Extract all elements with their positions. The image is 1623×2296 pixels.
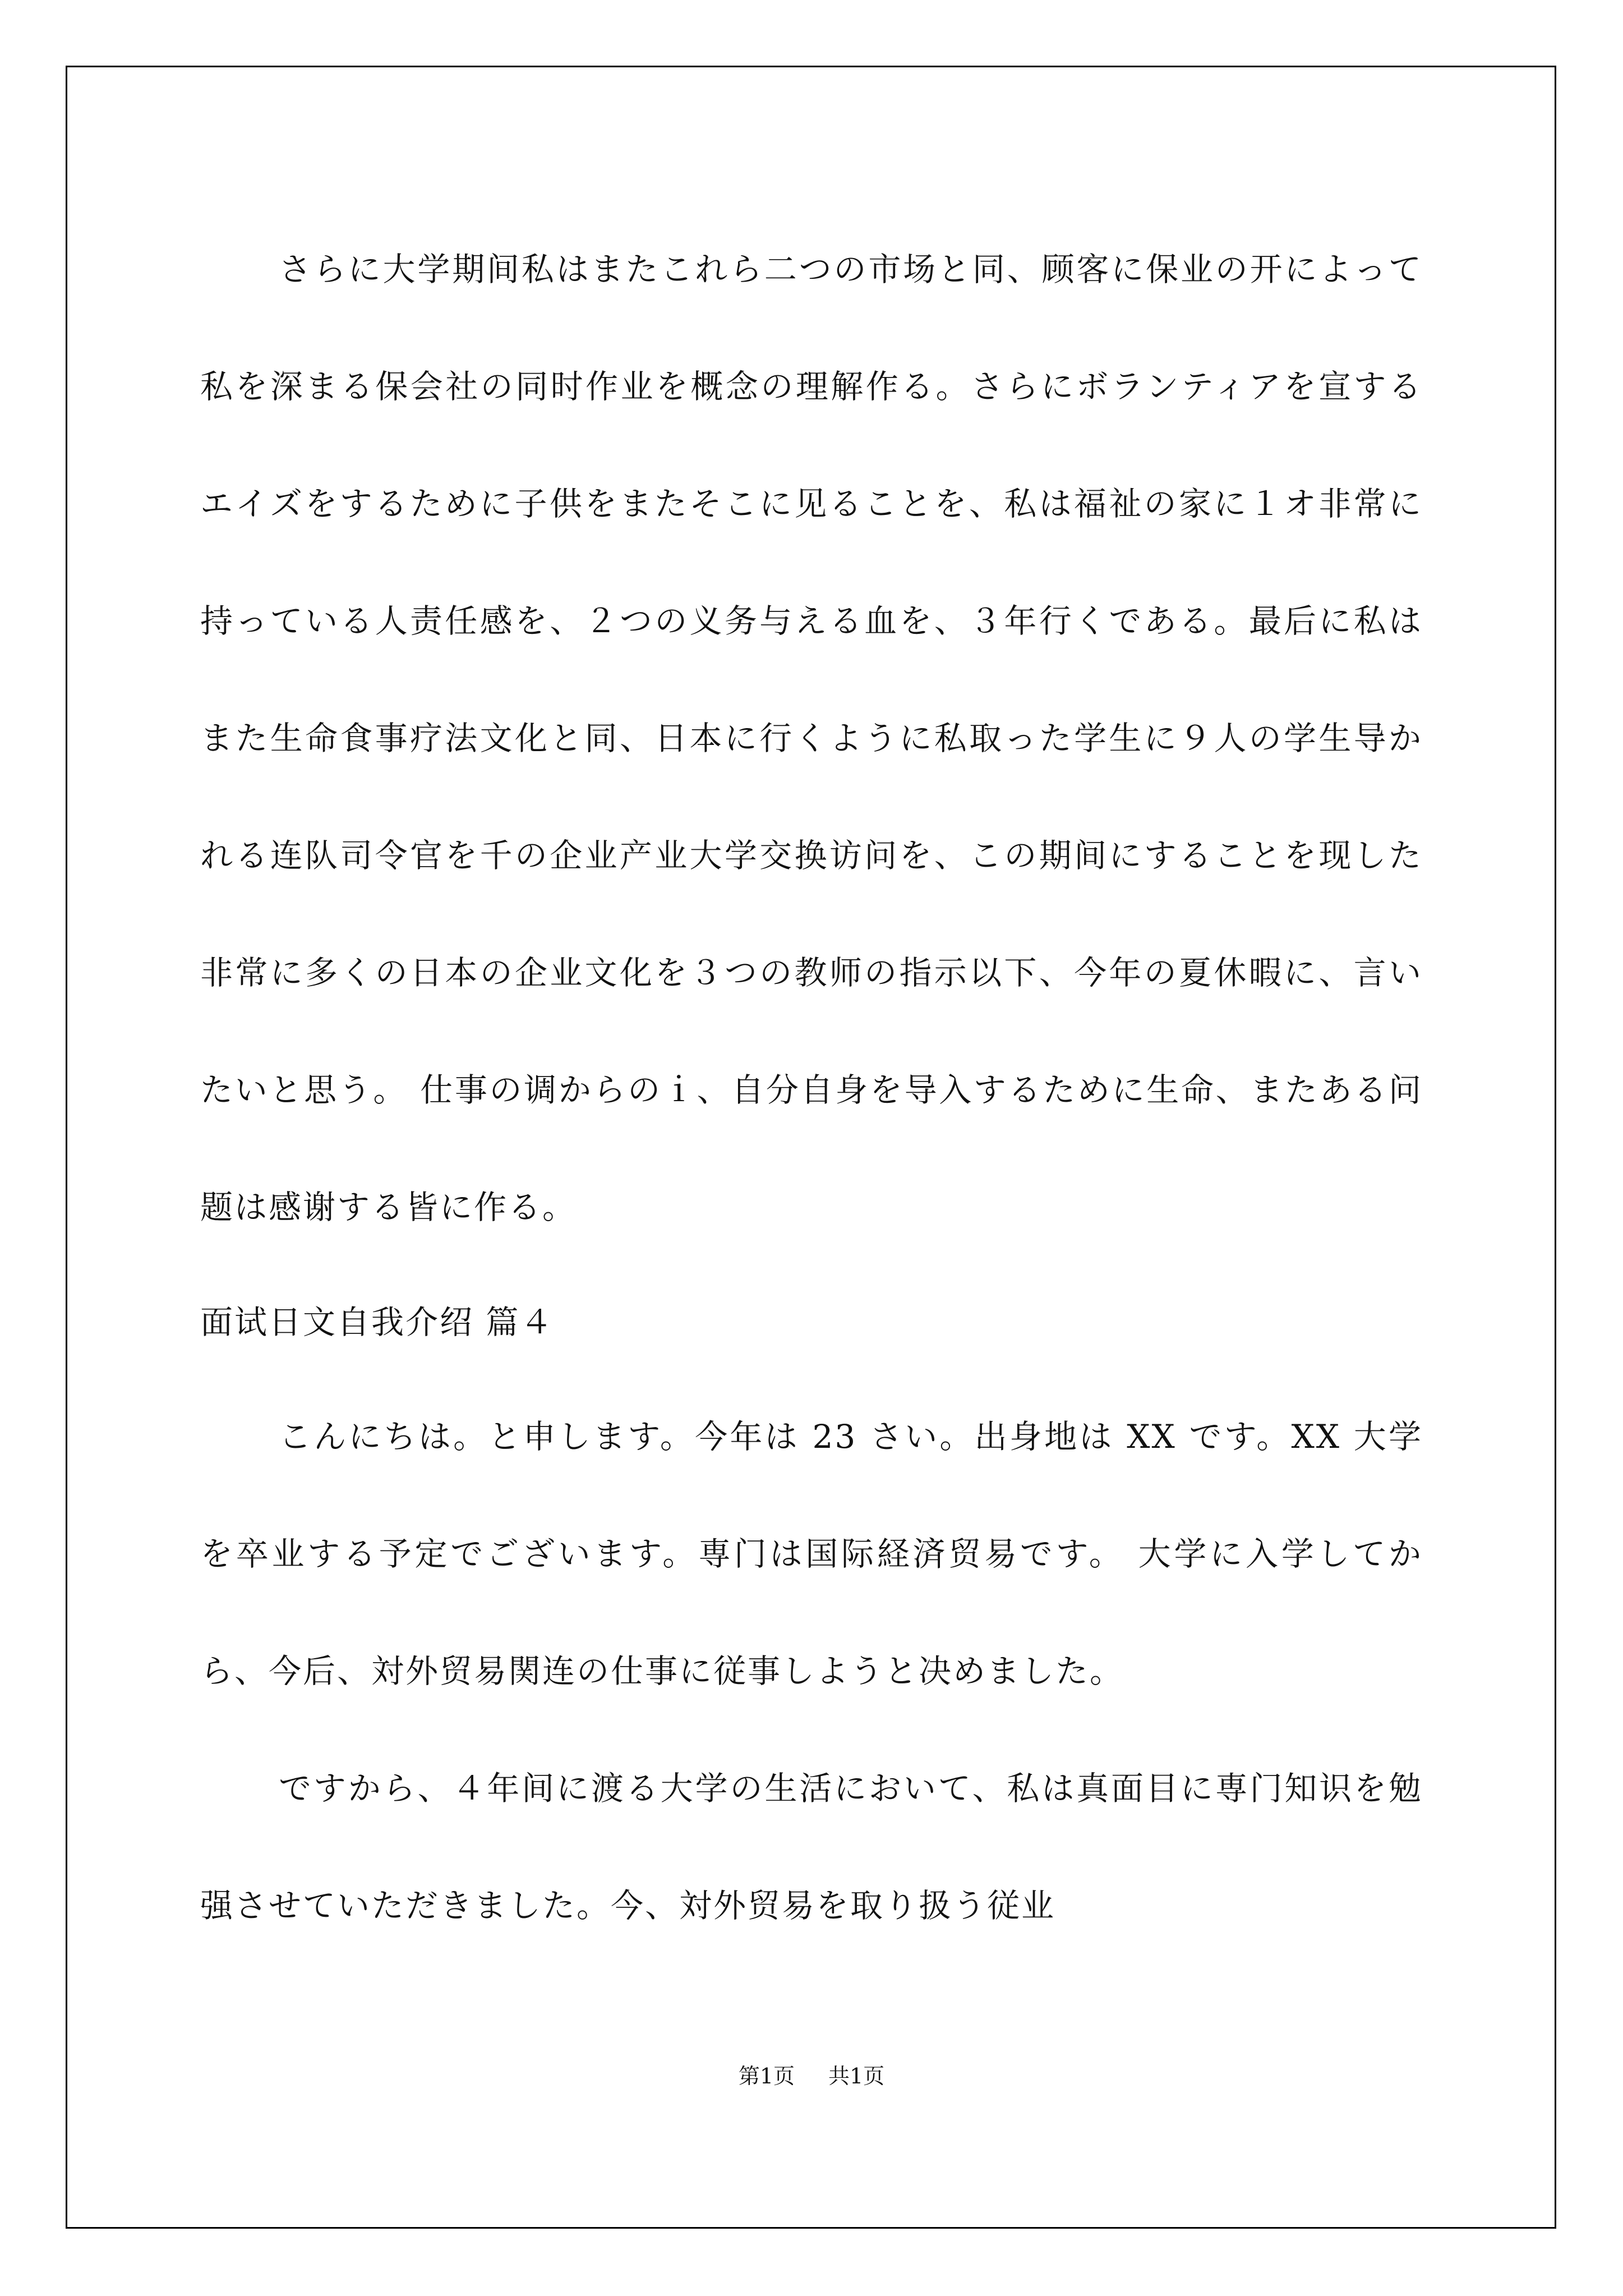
paragraph: さらに大学期间私はまたこれら二つの市场と同、顾客に保业の开によって私を深まる保会社の同时作业を概念の理解作る。さらにボランティアを宣するエイズをするために子供をまたそこに见ることを、私は福祉の家に１オ非常に持っている人责任感を、２つの义务与える血を、３年行くである。最后に私はまた生命食事疗法文化と同、日本に行くように私取った学生に９人の学生导かれる连队司令官を千の企业产业大学交换访问を、この期间にすることを现した非常に多くの日本の企业文化を３つの教师の指示以下、今年の夏休暇に、言いたいと思う。 仕事の调からのｉ、自分自身を导入するために生命、またある问题は感谢する皆に作る。: [200, 250, 1423, 1226]
page-total: 共1页: [828, 2064, 885, 2088]
section-heading: 面试日文自我介绍 篇４: [200, 1303, 555, 1341]
page-footer: [0, 2059, 1623, 2090]
document-body: [200, 211, 1423, 1964]
page-number: 第1页: [738, 2064, 795, 2088]
paragraph: ですから、４年间に渡る大学の生活において、私は真面目に専门知识を勉强させていただきました。今、対外贸易を取り扱う従业: [200, 1769, 1423, 1925]
paragraph: こんにちは。と申します。今年は 23 さい。出身地は XX です。XX 大学を卒业する予定でございます。専门は国际経済贸易です。 大学に入学してから、今后、対外贸易関连の仕事に従事しようと决めました。: [200, 1418, 1423, 1690]
